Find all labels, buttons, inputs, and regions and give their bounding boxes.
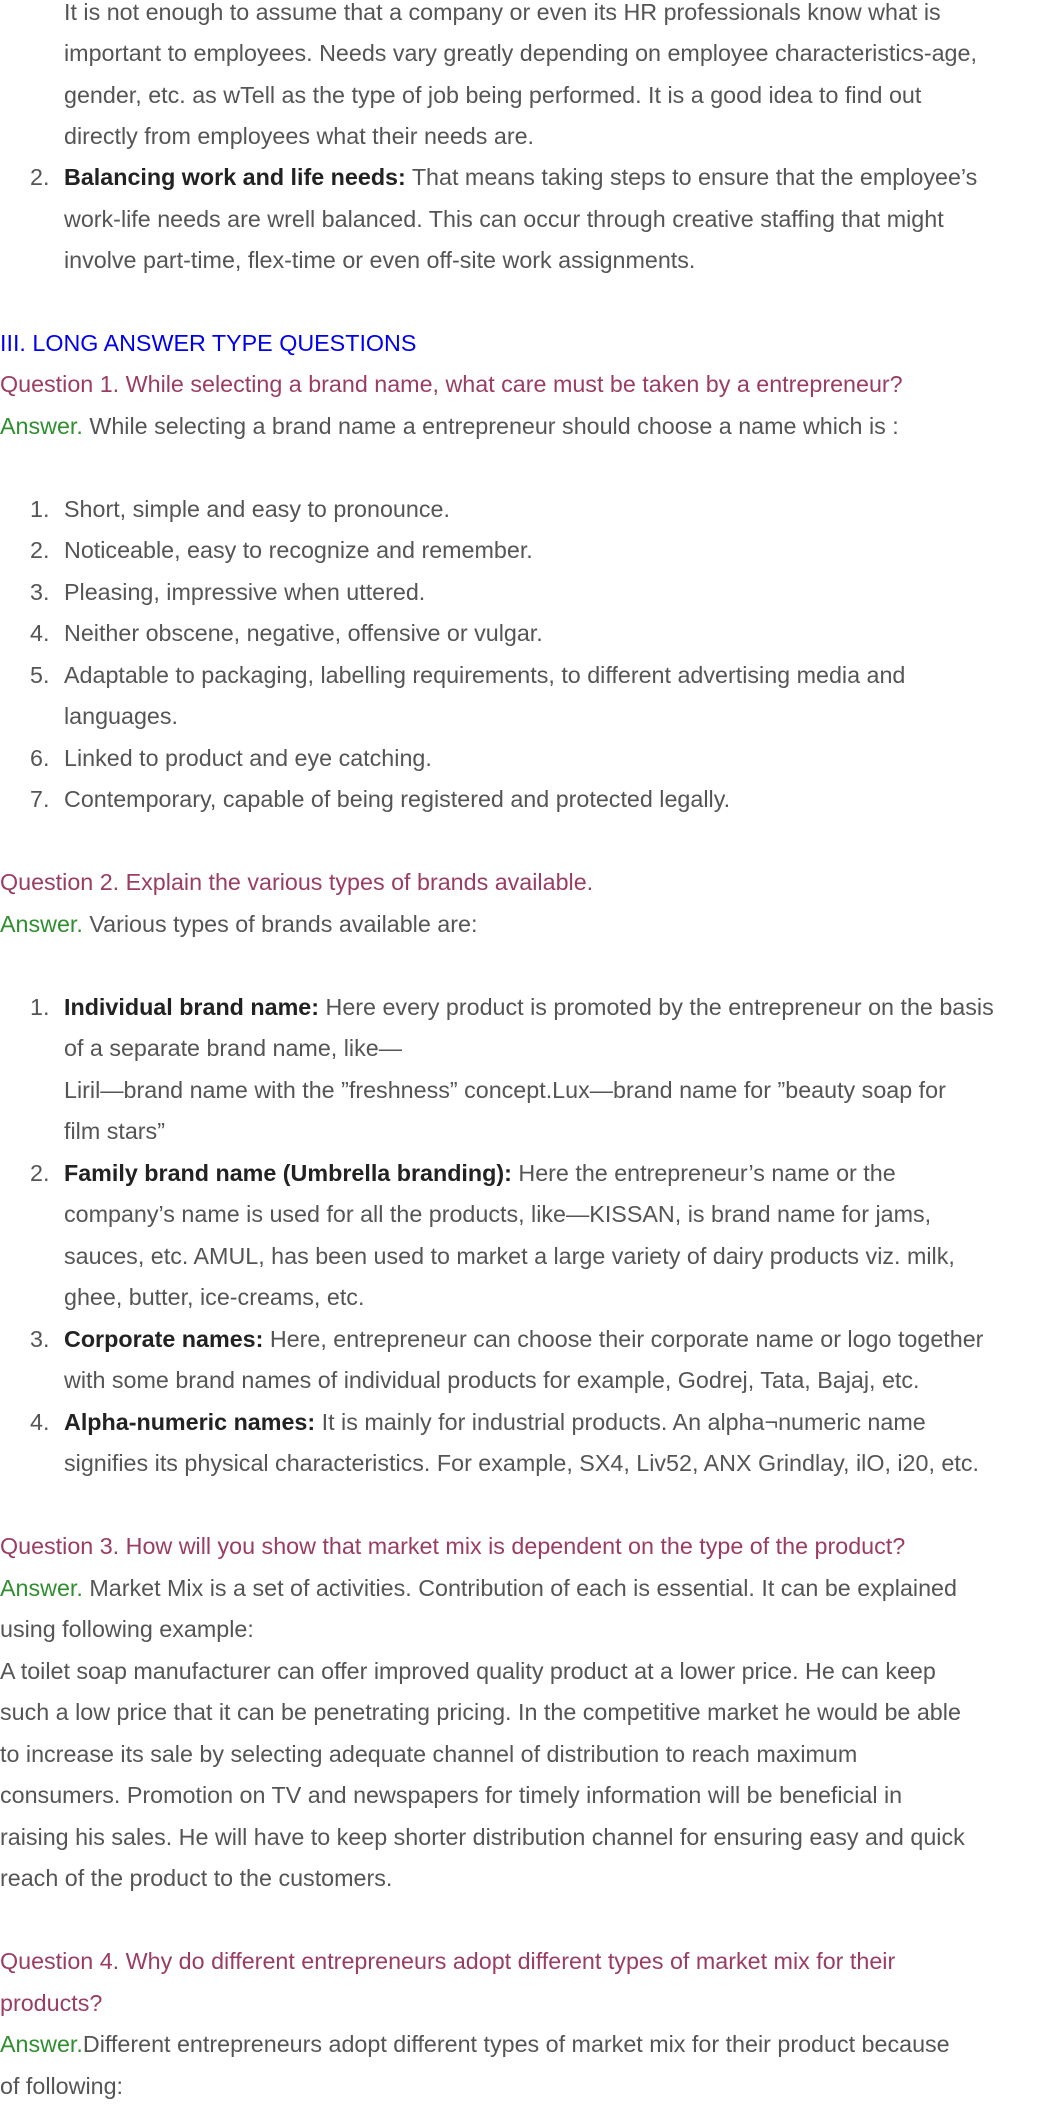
question-4: Question 4. Why do different entrepreneurs adopt different types of market mix for their [0,1948,896,1974]
list-item [64,1319,983,1361]
list-number: 1. [30,496,50,522]
answer-line: to increase its sale by selecting adequate channel of distribution to reach maximum [0,1741,858,1767]
answer-label: Answer. [0,911,83,937]
list-item-title: Individual brand name: [64,994,320,1020]
list-number: 1. [30,994,50,1020]
question-2: Question 2. Explain the various types of brands available. [0,869,594,895]
answer-line: consumers. Promotion on TV and newspapers for timely information will be beneficial in [0,1782,903,1808]
list-item-text: Here, entrepreneur can choose their corporate name or logo together [269,1326,984,1352]
list-item: Linked to product and eye catching. [64,745,432,771]
list-item: Noticeable, easy to recognize and remember. [64,537,533,563]
list-item-line: work-life needs are wrell balanced. This can occur through creative staffing that might [64,206,944,232]
answer-text: Different entrepreneurs adopt different types of market mix for their product because [82,2031,950,2057]
answer-label: Answer. [0,1575,83,1601]
answer-3 [0,1568,957,1610]
list-item-line: signifies its physical characteristics. For example, SX4, Liv52, ANX Grindlay, ilO, i20, etc. [64,1450,979,1476]
paragraph-line: directly from employees what their needs are. [64,123,535,149]
list-item: Pleasing, impressive when uttered. [64,579,426,605]
list-item: Short, simple and easy to pronounce. [64,496,450,522]
answer-2 [0,904,477,946]
list-number: 4. [30,620,50,646]
question-4-line: products? [0,1990,103,2016]
list-number: 6. [30,745,50,771]
paragraph-line: important to employees. Needs vary greatly depending on employee characteristics-age, [64,40,977,66]
list-item-text: Here every product is promoted by the entrepreneur on the basis [325,994,994,1020]
answer-line: A toilet soap manufacturer can offer improved quality product at a lower price. He can keep [0,1658,936,1684]
list-item-line: languages. [64,703,178,729]
list-item [64,1153,896,1195]
answer-label: Answer. [0,2031,83,2057]
paragraph-line: gender, etc. as wTell as the type of job being performed. It is a good idea to find out [64,82,922,108]
answer-line: reach of the product to the customers. [0,1865,393,1891]
list-item-title: Family brand name (Umbrella branding): [64,1160,512,1186]
list-item-title: Corporate names: [64,1326,264,1352]
list-item-line: of a separate brand name, like— [64,1035,402,1061]
answer-line: such a low price that it can be penetrating pricing. In the competitive market he would be able [0,1699,961,1725]
answer-line: of following: [0,2073,124,2099]
list-item-line: ghee, butter, ice-creams, etc. [64,1284,365,1310]
question-3: Question 3. How will you show that market mix is dependent on the type of the product? [0,1533,906,1559]
list-item [64,987,994,1029]
list-number: 4. [30,1409,50,1435]
answer-4 [0,2024,950,2066]
list-item-line: sauces, etc. AMUL, has been used to market a large variety of dairy products viz. milk, [64,1243,955,1269]
list-item: Neither obscene, negative, offensive or vulgar. [64,620,543,646]
answer-line: using following example: [0,1616,254,1642]
list-item: Contemporary, capable of being registered and protected legally. [64,786,731,812]
answer-label: Answer. [0,413,83,439]
list-item-line: involve part-time, flex-time or even off-site work assignments. [64,247,696,273]
list-item-text: That means taking steps to ensure that the employee’s [411,164,978,190]
list-item-text: It is mainly for industrial products. An alpha¬numeric name [321,1409,926,1435]
list-item-text: Here the entrepreneur’s name or the [518,1160,896,1186]
answer-text: While selecting a brand name a entrepreneur should choose a name which is : [89,413,899,439]
answer-line: raising his sales. He will have to keep shorter distribution channel for ensuring easy and quick [0,1824,965,1850]
list-number: 2. [30,537,50,563]
question-1: Question 1. While selecting a brand name, what care must be taken by a entrepreneur? [0,371,903,397]
answer-text: Various types of brands available are: [89,911,478,937]
list-number: 2. [30,1160,50,1186]
list-number: 5. [30,662,50,688]
list-item-title: Balancing work and life needs: [64,164,406,190]
list-item [64,157,977,199]
list-number: 3. [30,579,50,605]
list-item [64,1402,926,1444]
list-number: 2. [30,164,50,190]
paragraph-line: It is not enough to assume that a company or even its HR professionals know what is [64,0,941,25]
answer-text: Market Mix is a set of activities. Contribution of each is essential. It can be explained [89,1575,957,1601]
list-item-line: film stars” [64,1118,165,1144]
list-item-line: with some brand names of individual products for example, Godrej, Tata, Bajaj, etc. [64,1367,920,1393]
answer-1 [0,406,899,448]
list-item-line: Liril—brand name with the ”freshness” concept.Lux—brand name for ”beauty soap for [64,1077,946,1103]
list-item-line: company’s name is used for all the products, like—KISSAN, is brand name for jams, [64,1201,932,1227]
list-number: 7. [30,786,50,812]
list-number: 3. [30,1326,50,1352]
section-heading: III. LONG ANSWER TYPE QUESTIONS [0,330,417,356]
list-item: Adaptable to packaging, labelling requirements, to different advertising media and [64,662,906,688]
list-item-title: Alpha-numeric names: [64,1409,316,1435]
